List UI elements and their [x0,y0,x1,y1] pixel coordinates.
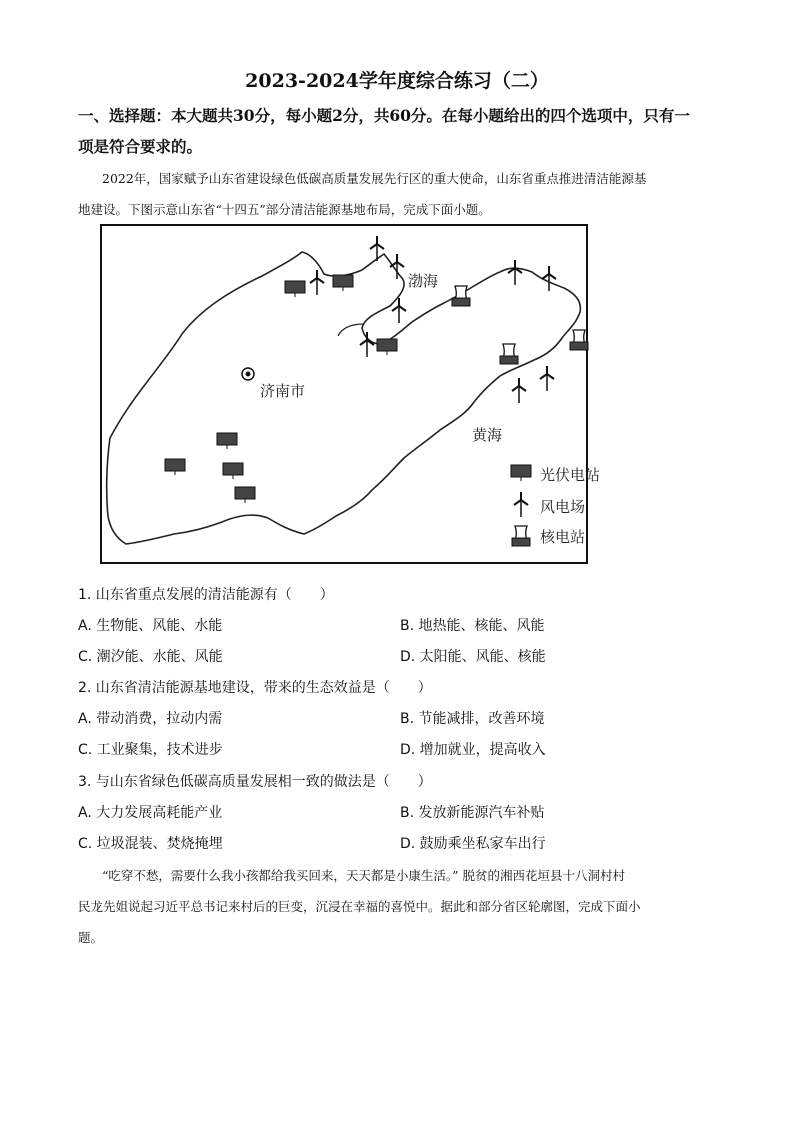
question-2-option-c[interactable]: C. 工业聚集，技术进步 [78,742,223,758]
legend-nuclear-label: 核电站 [540,528,586,546]
section-heading-line1: 一、选择题：本大题共30分，每小题2分，共60分。在每小题给出的四个选项中，只有一 [78,106,690,125]
passage2-line1: “吃穿不愁，需要什么我小孩都给我买回来，天天都是小康生活。” 脱贫的湘西花垣县十八洞村村 [102,868,626,883]
jinan-city-label: 济南市 [260,382,306,400]
page-title: 2023-2024学年度综合练习（二） [245,70,549,92]
passage2-line3: 题。 [78,930,104,945]
solar-station-icon [216,432,238,450]
intro-line1: 2022年，国家赋予山东省建设绿色低碳高质量发展先行区的重大使命，山东省重点推进清洁能源基 [102,171,647,186]
solar-station-icon [332,274,354,292]
question-1-option-d[interactable]: D. 太阳能、风能、核能 [400,649,546,665]
solar-station-icon [376,338,398,356]
legend-wind-icon [512,492,530,518]
nuclear-plant-icon [498,342,520,366]
solar-station-icon [222,462,244,480]
wind-farm-icon [540,266,558,292]
question-3-option-a[interactable]: A. 大力发展高耗能产业 [78,805,223,821]
wind-farm-icon [390,298,408,324]
intro-line2: 地建设。下图示意山东省“十四五”部分清洁能源基地布局，完成下面小题。 [78,202,491,217]
question-3-option-b[interactable]: B. 发放新能源汽车补贴 [400,805,545,821]
legend-solar-label: 光伏电站 [540,466,601,484]
solar-station-icon [234,486,256,504]
section-heading-line2: 项是符合要求的。 [78,137,203,156]
wind-farm-icon [538,366,556,392]
question-2-stem: 2. 山东省清洁能源基地建设，带来的生态效益是（ ） [78,680,432,696]
yellow-sea-label: 黄海 [472,426,503,444]
city-marker-icon [240,366,256,382]
legend-nuclear-icon [510,524,532,548]
wind-farm-icon [358,332,376,358]
wind-farm-icon [506,260,524,286]
legend-solar-icon [510,464,532,482]
nuclear-plant-icon [450,284,472,308]
shandong-clean-energy-map [100,224,601,564]
solar-station-icon [164,458,186,476]
wind-farm-icon [368,236,386,262]
wind-farm-icon [388,254,406,280]
wind-farm-icon [510,378,528,404]
question-1-stem: 1. 山东省重点发展的清洁能源有（ ） [78,587,334,603]
question-3-option-d[interactable]: D. 鼓励乘坐私家车出行 [400,836,546,852]
question-1-option-c[interactable]: C. 潮汐能、水能、风能 [78,649,223,665]
question-1-option-b[interactable]: B. 地热能、核能、风能 [400,618,545,634]
wind-farm-icon [308,270,326,296]
nuclear-plant-icon [568,328,590,352]
question-2-option-d[interactable]: D. 增加就业，提高收入 [400,742,546,758]
question-2-option-a[interactable]: A. 带动消费，拉动内需 [78,711,223,727]
legend-wind-label: 风电场 [540,498,586,516]
question-3-option-c[interactable]: C. 垃圾混装、焚烧掩埋 [78,836,223,852]
bohai-sea-label: 渤海 [408,272,439,290]
solar-station-icon [284,280,306,298]
question-2-option-b[interactable]: B. 节能减排，改善环境 [400,711,545,727]
question-1-option-a[interactable]: A. 生物能、风能、水能 [78,618,223,634]
passage2-line2: 民龙先姐说起习近平总书记来村后的巨变，沉浸在幸福的喜悦中。据此和部分省区轮廓图，完成下面小 [78,899,641,914]
question-3-stem: 3. 与山东省绿色低碳高质量发展相一致的做法是（ ） [78,774,432,790]
